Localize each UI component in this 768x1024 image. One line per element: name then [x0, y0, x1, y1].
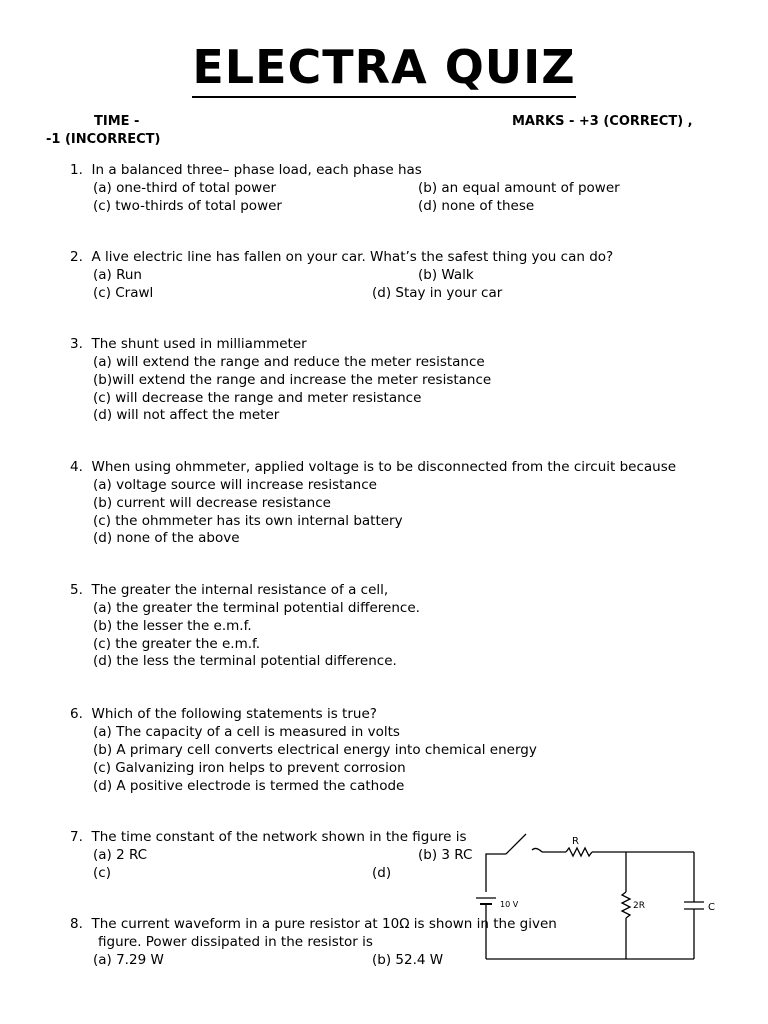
- q2-option-c: (c) Crawl: [93, 285, 154, 301]
- q4-option-d: (d) none of the above: [93, 530, 240, 546]
- q4-option-c: (c) the ohmmeter has its own internal battery: [93, 513, 403, 529]
- voltage-label: 10 V: [500, 900, 519, 909]
- q4-option-b: (b) current will decrease resistance: [93, 495, 331, 511]
- marks-label: MARKS - +3 (CORRECT) ,: [512, 114, 693, 129]
- q1-option-b: (b) an equal amount of power: [418, 180, 620, 196]
- q7-option-a: (a) 2 RC: [93, 847, 148, 863]
- question-7: 7. The time constant of the network shown in the figure is: [70, 829, 467, 845]
- q1-option-a: (a) one-third of total power: [93, 180, 277, 196]
- question-4: 4. When using ohmmeter, applied voltage is to be disconnected from the circuit because: [70, 459, 677, 475]
- capacitor-c-label: C: [708, 902, 715, 913]
- page-title: ELECTRA QUIZ: [0, 40, 768, 94]
- q7-option-b: (b) 3 RC: [418, 847, 473, 863]
- q2-option-d: (d) Stay in your car: [372, 285, 503, 301]
- q4-option-a: (a) voltage source will increase resistance: [93, 477, 377, 493]
- q5-option-b: (b) the lesser the e.m.f.: [93, 618, 252, 634]
- q2-option-a: (a) Run: [93, 267, 142, 283]
- question-1: 1. In a balanced three– phase load, each phase has: [70, 162, 422, 178]
- q3-option-c: (c) will decrease the range and meter resistance: [93, 390, 422, 406]
- resistor-r-label: R: [572, 836, 579, 847]
- q5-option-a: (a) the greater the terminal potential difference.: [93, 600, 420, 616]
- q5-option-d: (d) the less the terminal potential difference.: [93, 653, 397, 669]
- q8-option-b: (b) 52.4 W: [372, 952, 444, 968]
- time-label: TIME -: [94, 114, 140, 129]
- q3-option-a: (a) will extend the range and reduce the meter resistance: [93, 354, 485, 370]
- q1-option-d: (d) none of these: [418, 198, 535, 214]
- q1-option-c: (c) two-thirds of total power: [93, 198, 282, 214]
- question-8: 8. The current waveform in a pure resistor at 10Ω is shown in the given: [70, 916, 557, 932]
- question-3: 3. The shunt used in milliammeter: [70, 336, 307, 352]
- q7-option-c: (c): [93, 865, 111, 881]
- resistor-2r-label: 2R: [633, 901, 645, 911]
- question-6: 6. Which of the following statements is true?: [70, 706, 377, 722]
- q6-option-c: (c) Galvanizing iron helps to prevent corrosion: [93, 760, 406, 776]
- question-5: 5. The greater the internal resistance of a cell,: [70, 582, 389, 598]
- q8-option-a: (a) 7.29 W: [93, 952, 164, 968]
- q7-option-d: (d): [372, 865, 392, 881]
- q6-option-b: (b) A primary cell converts electrical energy into chemical energy: [93, 742, 537, 758]
- q2-option-b: (b) Walk: [418, 267, 474, 283]
- question-8-continued: figure. Power dissipated in the resistor is: [98, 934, 373, 950]
- question-2: 2. A live electric line has fallen on your car. What’s the safest thing you can do?: [70, 249, 614, 265]
- q6-option-a: (a) The capacity of a cell is measured in volts: [93, 724, 400, 740]
- q3-option-d: (d) will not affect the meter: [93, 407, 280, 423]
- q6-option-d: (d) A positive electrode is termed the cathode: [93, 778, 405, 794]
- q5-option-c: (c) the greater the e.m.f.: [93, 636, 261, 652]
- q3-option-b: (b)will extend the range and increase the meter resistance: [93, 372, 492, 388]
- rc-circuit-diagram: [470, 822, 730, 967]
- negative-marks-label: -1 (INCORRECT): [46, 132, 161, 147]
